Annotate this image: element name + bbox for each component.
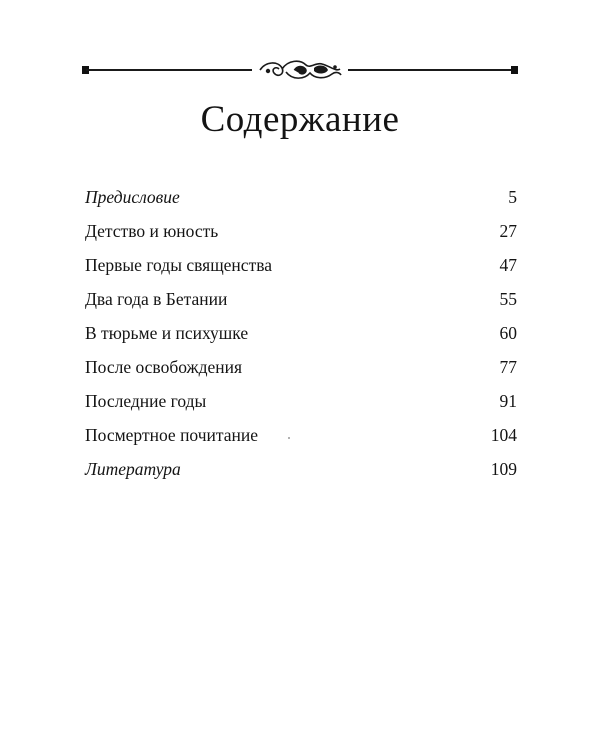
toc-entry bbox=[85, 316, 517, 350]
toc-entry-page: 109 bbox=[490, 458, 517, 479]
rule-line-left bbox=[86, 69, 252, 71]
toc-entry bbox=[85, 214, 517, 248]
toc-entry-page: 104 bbox=[490, 424, 517, 445]
toc-entry-title: Два года в Бетании bbox=[85, 288, 228, 309]
toc-entry bbox=[85, 350, 517, 384]
toc-entry-page: 55 bbox=[499, 288, 517, 309]
toc-entry bbox=[85, 384, 517, 418]
toc-entry-title: Литература bbox=[85, 458, 181, 479]
rule-line-right bbox=[348, 69, 514, 71]
flourish-ornament-icon bbox=[256, 56, 344, 84]
toc-entry-page: 91 bbox=[499, 390, 517, 411]
toc-entry-title: Детство и юность bbox=[85, 220, 219, 241]
toc-entry-page: 77 bbox=[499, 356, 517, 377]
toc-entry-page: 5 bbox=[508, 186, 517, 207]
toc-entry-page: 27 bbox=[499, 220, 517, 241]
toc-entry-title: Предисловие bbox=[85, 186, 180, 207]
toc-entry-page: 47 bbox=[499, 254, 517, 275]
toc-entry-page: 60 bbox=[499, 322, 517, 343]
toc-entry bbox=[85, 248, 517, 282]
toc-entry bbox=[85, 180, 517, 214]
scan-speck bbox=[288, 437, 290, 439]
toc-entry-title: В тюрьме и психушке bbox=[85, 322, 249, 343]
rule-end-square-right bbox=[511, 66, 518, 74]
toc-entry bbox=[85, 282, 517, 316]
page-title: Содержание bbox=[200, 99, 400, 140]
toc-entry bbox=[85, 452, 517, 486]
toc-entry-title: Последние годы bbox=[85, 390, 207, 411]
toc-entry-title: Первые годы священства bbox=[85, 254, 273, 275]
toc-entry-title: После освобождения bbox=[85, 356, 243, 377]
table-of-contents bbox=[85, 180, 517, 486]
toc-entry-title: Посмертное почитание bbox=[85, 424, 259, 445]
header-ornament bbox=[82, 56, 518, 84]
toc-entry bbox=[85, 418, 517, 452]
